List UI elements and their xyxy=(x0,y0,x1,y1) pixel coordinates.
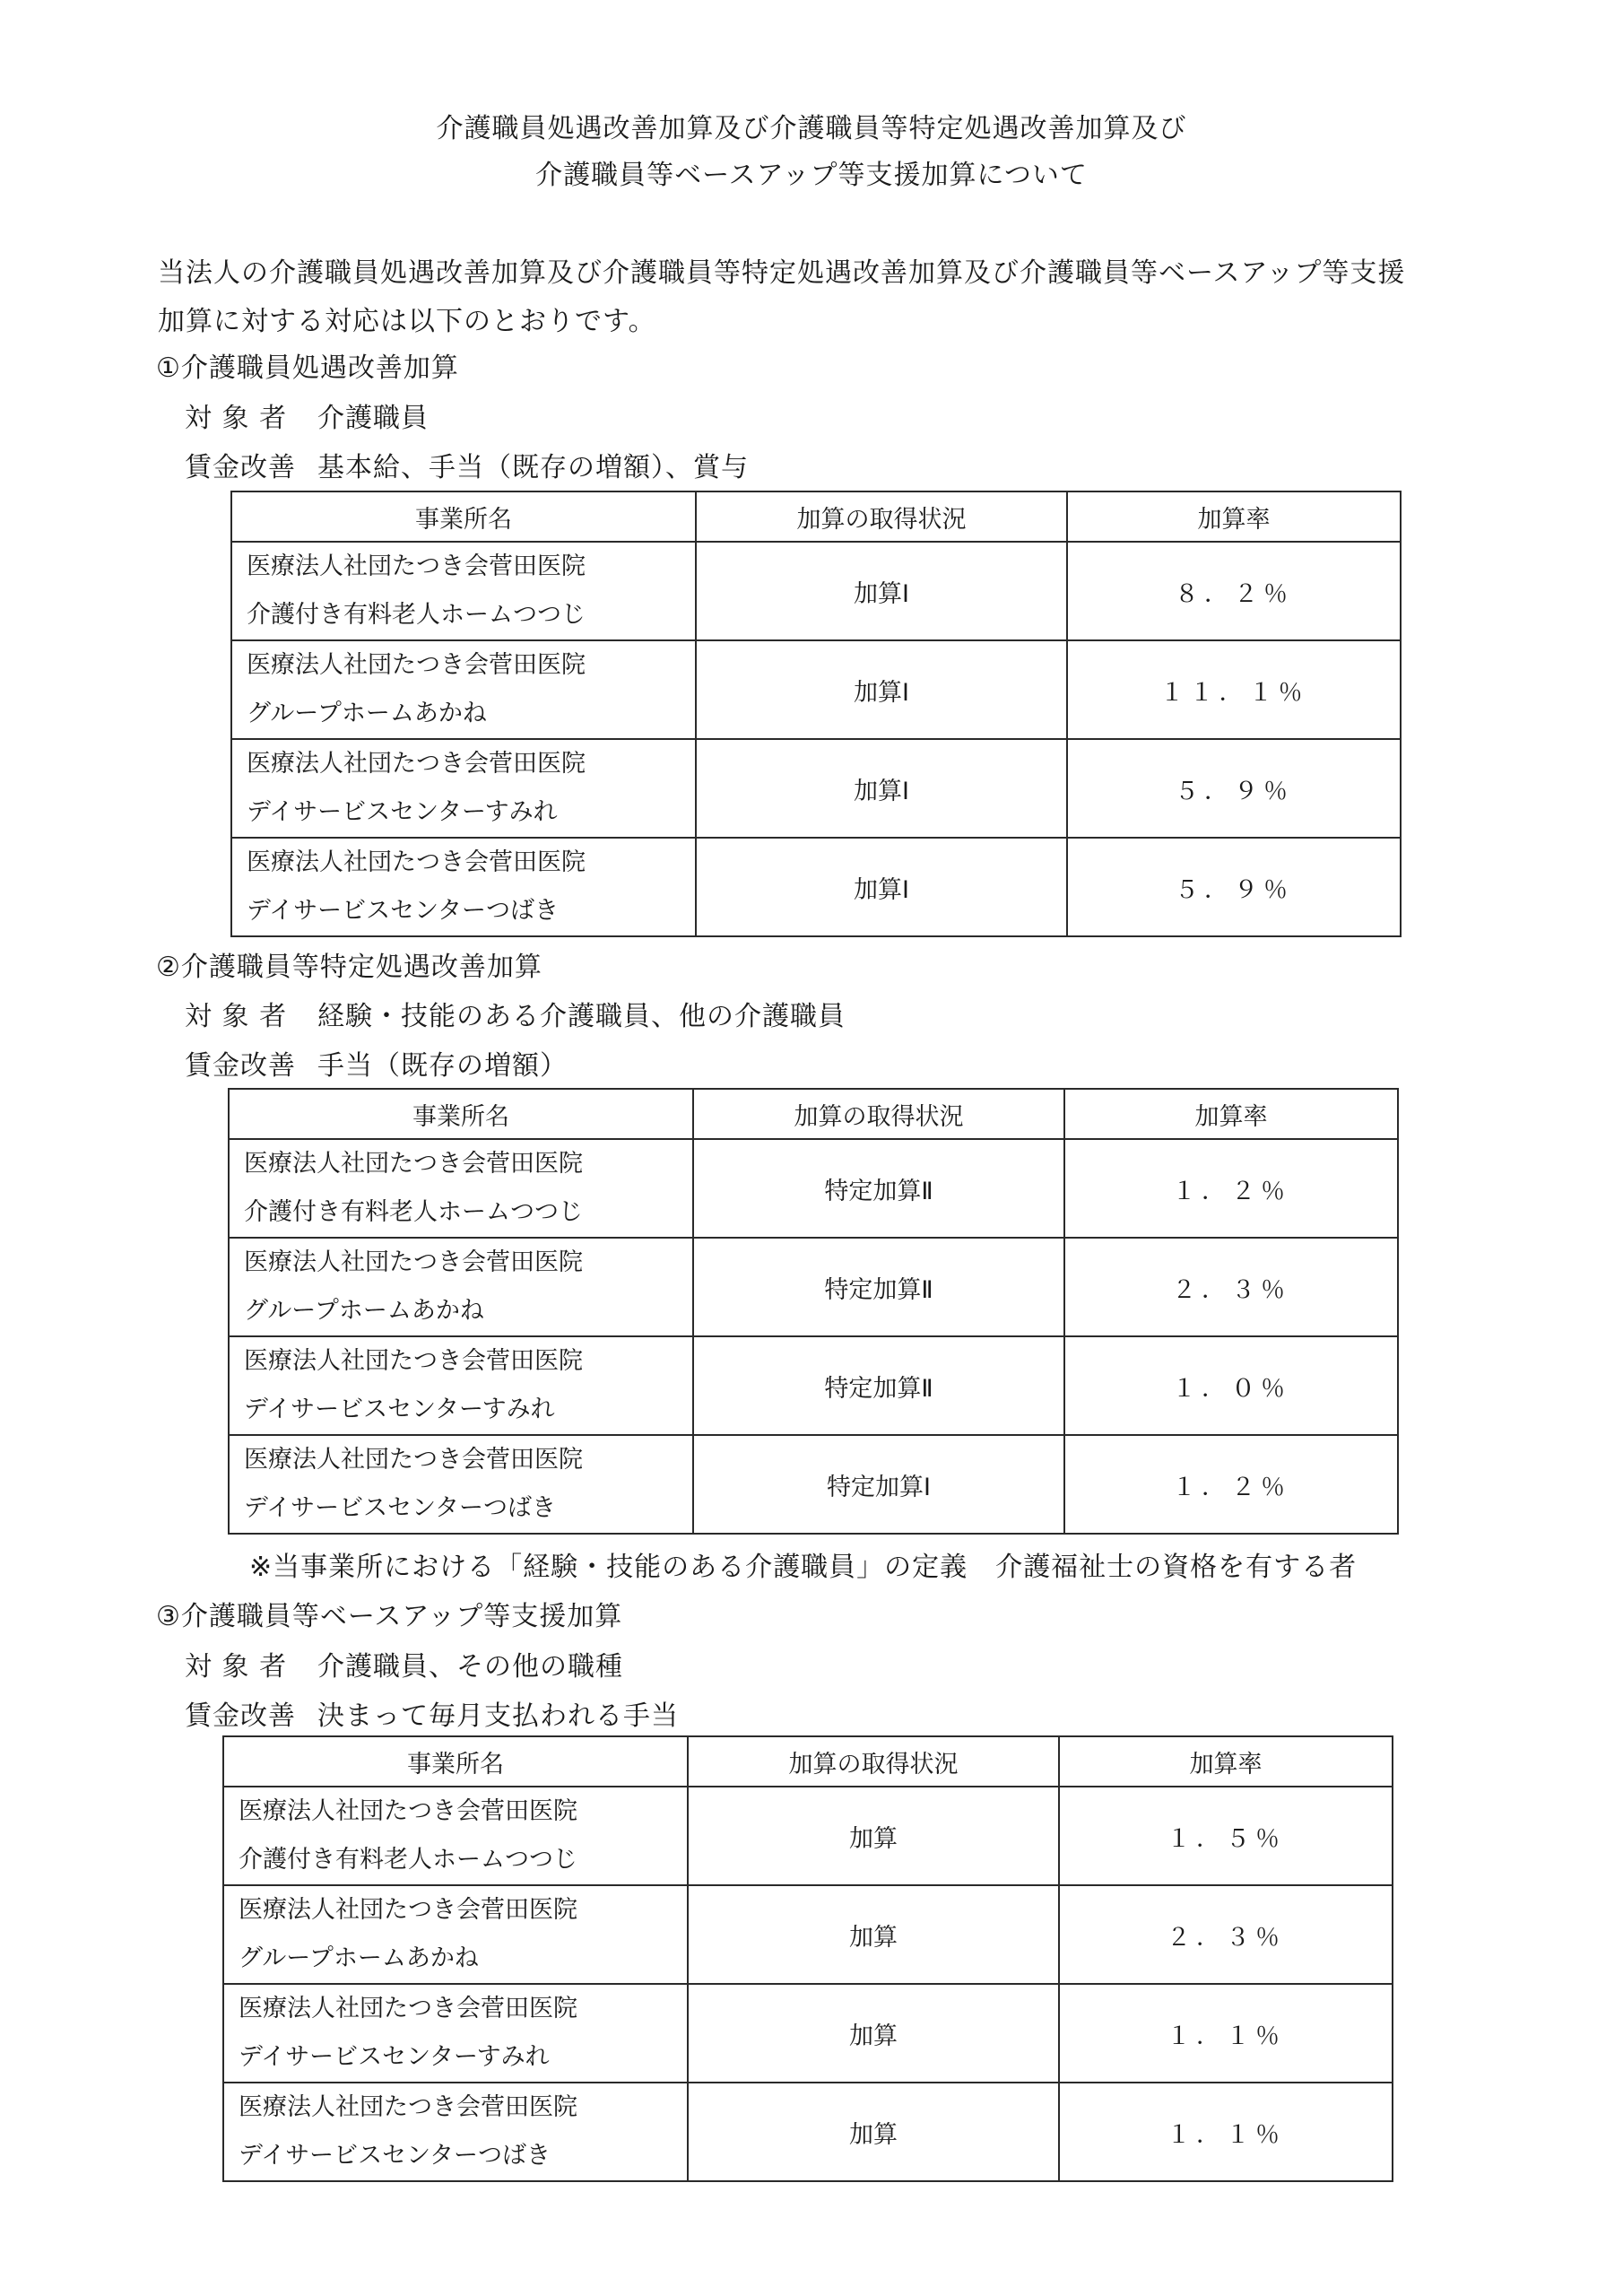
facility-name-cell xyxy=(223,2083,688,2181)
status-cell: 特定加算Ⅱ xyxy=(693,1336,1064,1435)
section-2-table xyxy=(228,1088,1399,1535)
rate-cell: ２．３％ xyxy=(1064,1238,1398,1336)
org-name: 医療法人社団たつき会菅田医院 xyxy=(247,750,586,778)
section-3-target xyxy=(185,1644,623,1683)
rate-cell: １．０％ xyxy=(1064,1336,1398,1435)
header-rate: 加算率 xyxy=(1064,1089,1398,1139)
facility-name: グループホームあかね xyxy=(239,1944,479,1972)
table-row xyxy=(229,1238,1398,1336)
table-header-row xyxy=(231,491,1401,542)
status-cell: 加算Ⅰ xyxy=(696,838,1067,936)
status-cell: 加算 xyxy=(688,1984,1059,2083)
section-2-wage-value: 手当（既存の増額） xyxy=(317,1050,568,1082)
status-cell: 加算Ⅰ xyxy=(696,542,1067,640)
status-cell: 特定加算Ⅱ xyxy=(693,1139,1064,1238)
facility-name: デイサービスセンターすみれ xyxy=(244,1396,555,1423)
rate-cell: １．２％ xyxy=(1064,1435,1398,1534)
facility-name-cell xyxy=(231,542,696,640)
org-name: 医療法人社団たつき会菅田医院 xyxy=(244,1446,583,1474)
facility-name: グループホームあかね xyxy=(244,1297,484,1325)
section-3-wage xyxy=(185,1693,679,1733)
table-header-row xyxy=(223,1736,1393,1787)
table-row xyxy=(229,1139,1398,1238)
section-1-heading: ①介護職員処遇改善加算 xyxy=(156,352,459,384)
intro-paragraph xyxy=(158,249,1503,346)
section-2-wage xyxy=(185,1043,568,1083)
rate-cell: ５．９％ xyxy=(1067,739,1401,838)
table-row xyxy=(229,1336,1398,1435)
section-3-heading: ③介護職員等ベースアップ等支援加算 xyxy=(156,1601,623,1632)
rate-cell: １１．１％ xyxy=(1067,640,1401,739)
facility-name-cell xyxy=(223,1787,688,1885)
table-row xyxy=(223,1787,1393,1885)
status-cell: 加算 xyxy=(688,2083,1059,2181)
table-row xyxy=(229,1435,1398,1534)
facility-name: グループホームあかね xyxy=(247,700,487,727)
facility-name-cell xyxy=(231,838,696,936)
header-status: 加算の取得状況 xyxy=(688,1736,1059,1787)
section-3-wage-label: 賃金改善 xyxy=(185,1700,296,1732)
facility-name: 介護付き有料老人ホームつつじ xyxy=(239,1846,577,1874)
table-row xyxy=(231,838,1401,936)
org-name: 医療法人社団たつき会菅田医院 xyxy=(239,1896,577,1924)
section-3-wage-value: 決まって毎月支払われる手当 xyxy=(317,1700,679,1732)
section-2-heading: ②介護職員等特定処遇改善加算 xyxy=(156,952,542,983)
rate-cell: １．５％ xyxy=(1059,1787,1393,1885)
facility-name: デイサービスセンターつばき xyxy=(244,1494,557,1522)
section-2-target-label: 対 象 者 xyxy=(185,1001,288,1032)
org-name: 医療法人社団たつき会菅田医院 xyxy=(244,1150,583,1178)
document-title-line-2: 介護職員等ベースアップ等支援加算について xyxy=(535,160,1088,191)
section-2-target xyxy=(185,994,846,1033)
org-name: 医療法人社団たつき会菅田医院 xyxy=(244,1248,583,1276)
facility-name-cell xyxy=(229,1238,693,1336)
org-name: 医療法人社団たつき会菅田医院 xyxy=(247,552,586,580)
facility-name-cell xyxy=(229,1435,693,1534)
table-row xyxy=(223,2083,1393,2181)
table-row xyxy=(231,542,1401,640)
org-name: 医療法人社団たつき会菅田医院 xyxy=(239,1995,577,2022)
facility-name-cell xyxy=(231,640,696,739)
org-name: 医療法人社団たつき会菅田医院 xyxy=(247,848,586,876)
section-1-table xyxy=(230,491,1402,937)
section-2-target-value: 経験・技能のある介護職員、他の介護職員 xyxy=(317,1001,846,1032)
table-row xyxy=(231,640,1401,739)
facility-name-cell xyxy=(229,1139,693,1238)
section-1-target xyxy=(185,396,429,435)
rate-cell: １．１％ xyxy=(1059,2083,1393,2181)
facility-name-cell xyxy=(223,1885,688,1984)
table-row xyxy=(231,739,1401,838)
facility-name: デイサービスセンターつばき xyxy=(247,897,560,925)
facility-name-cell xyxy=(231,739,696,838)
org-name: 医療法人社団たつき会菅田医院 xyxy=(239,1797,577,1825)
table-row xyxy=(223,1885,1393,1984)
status-cell: 加算 xyxy=(688,1787,1059,1885)
header-rate: 加算率 xyxy=(1059,1736,1393,1787)
section-1-wage-value: 基本給、手当（既存の増額）、賞与 xyxy=(317,452,749,483)
header-facility-name: 事業所名 xyxy=(231,491,696,542)
section-1-target-value: 介護職員 xyxy=(317,403,429,434)
intro-line-2: 加算に対する対応は以下のとおりです。 xyxy=(158,306,656,337)
table-row xyxy=(223,1984,1393,2083)
facility-name: デイサービスセンターつばき xyxy=(239,2142,551,2170)
table-header-row xyxy=(229,1089,1398,1139)
header-status: 加算の取得状況 xyxy=(696,491,1067,542)
facility-name-cell xyxy=(229,1336,693,1435)
rate-cell: ２．３％ xyxy=(1059,1885,1393,1984)
rate-cell: １．２％ xyxy=(1064,1139,1398,1238)
section-1-target-label: 対 象 者 xyxy=(185,403,288,434)
header-rate: 加算率 xyxy=(1067,491,1401,542)
document-title-line-1: 介護職員処遇改善加算及び介護職員等特定処遇改善加算及び xyxy=(436,113,1187,144)
section-3-table xyxy=(222,1735,1393,2182)
section-3-target-label: 対 象 者 xyxy=(185,1651,288,1683)
rate-cell: ５．９％ xyxy=(1067,838,1401,936)
status-cell: 加算Ⅰ xyxy=(696,739,1067,838)
rate-cell: ８．２％ xyxy=(1067,542,1401,640)
org-name: 医療法人社団たつき会菅田医院 xyxy=(239,2093,577,2121)
section-1-wage-label: 賃金改善 xyxy=(185,452,296,483)
status-cell: 加算Ⅰ xyxy=(696,640,1067,739)
facility-name: 介護付き有料老人ホームつつじ xyxy=(247,601,586,629)
facility-name: 介護付き有料老人ホームつつじ xyxy=(244,1198,583,1226)
status-cell: 加算 xyxy=(688,1885,1059,1984)
facility-name: デイサービスセンターすみれ xyxy=(247,798,558,826)
intro-line-1: 当法人の介護職員処遇改善加算及び介護職員等特定処遇改善加算及び介護職員等ベースアップ等支援 xyxy=(158,257,1406,289)
rate-cell: １．１％ xyxy=(1059,1984,1393,2083)
status-cell: 特定加算Ⅱ xyxy=(693,1238,1064,1336)
org-name: 医療法人社団たつき会菅田医院 xyxy=(247,651,586,679)
header-facility-name: 事業所名 xyxy=(223,1736,688,1787)
facility-name-cell xyxy=(223,1984,688,2083)
org-name: 医療法人社団たつき会菅田医院 xyxy=(244,1347,583,1375)
section-1-wage xyxy=(185,445,749,484)
section-2-wage-label: 賃金改善 xyxy=(185,1050,296,1082)
status-cell: 特定加算Ⅰ xyxy=(693,1435,1064,1534)
header-facility-name: 事業所名 xyxy=(229,1089,693,1139)
facility-name: デイサービスセンターすみれ xyxy=(239,2043,550,2071)
section-2-note: ※当事業所における「経験・技能のある介護職員」の定義 介護福祉士の資格を有する者 xyxy=(249,1552,1358,1583)
header-status: 加算の取得状況 xyxy=(693,1089,1064,1139)
section-3-target-value: 介護職員、その他の職種 xyxy=(317,1651,623,1683)
